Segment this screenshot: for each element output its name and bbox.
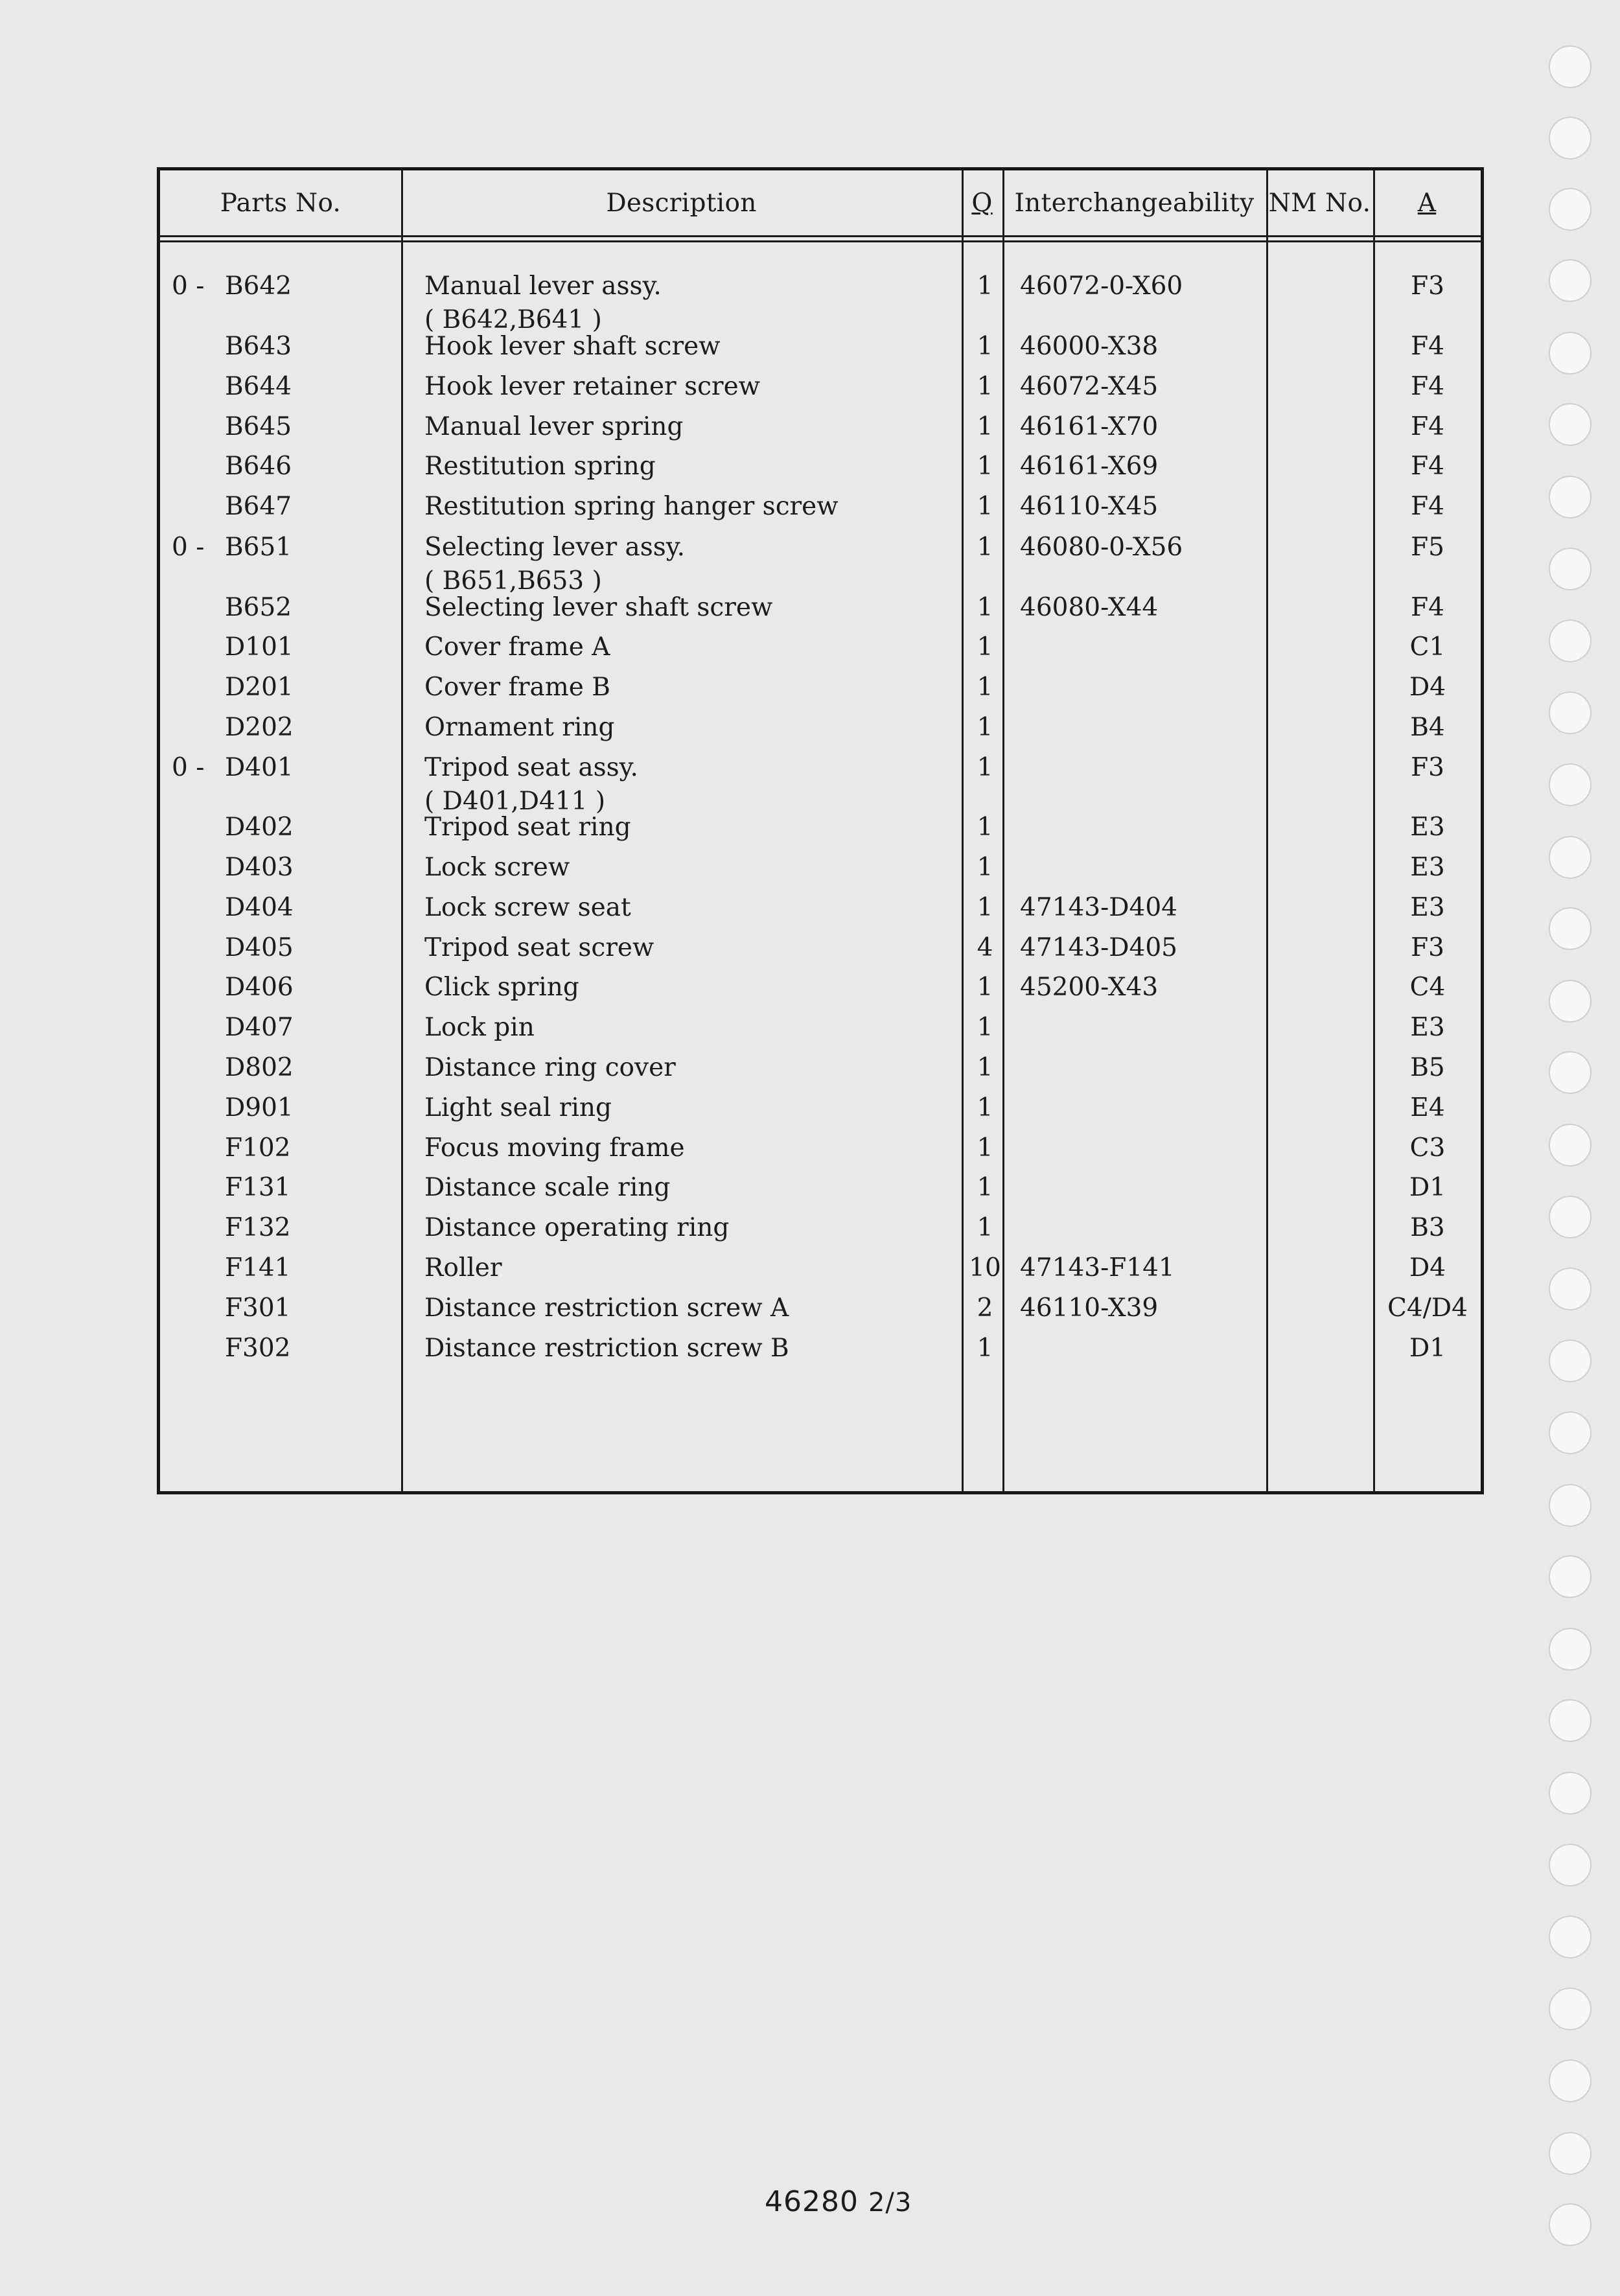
- description-cell: [424, 330, 982, 364]
- description-cell: [424, 450, 982, 483]
- quantity-cell: 1: [977, 412, 993, 441]
- description-cell: [424, 270, 982, 337]
- quantity-cell: 1: [977, 272, 993, 301]
- quantity-cell: 1: [977, 1173, 993, 1203]
- description-text: Lock pin: [424, 1013, 535, 1043]
- header-divider: [160, 235, 1481, 237]
- binder-hole: [1549, 980, 1591, 1023]
- binder-hole: [1549, 691, 1591, 734]
- quantity-cell: 1: [977, 371, 993, 401]
- parts-no-code: B644: [225, 371, 292, 401]
- binder-hole: [1549, 332, 1591, 375]
- quantity-cell: 1: [977, 452, 993, 481]
- quantity-cell: 1: [977, 492, 993, 522]
- binder-holes: [1549, 45, 1594, 2249]
- description-text: Roller: [424, 1253, 502, 1282]
- parts-no-code: F131: [225, 1173, 291, 1203]
- binder-hole: [1549, 836, 1591, 879]
- parts-no-code: D404: [225, 892, 294, 922]
- description-cell: [424, 1051, 982, 1085]
- description-subparts: ( D401,D411 ): [424, 786, 606, 816]
- a-cell: F4: [1411, 452, 1444, 481]
- a-cell: E3: [1410, 1013, 1445, 1043]
- parts-no-prefix: 0 -: [172, 272, 205, 301]
- description-cell: [424, 1131, 982, 1165]
- parts-no-code: D405: [225, 933, 294, 962]
- a-cell: C1: [1409, 632, 1446, 662]
- parts-no-code: D406: [225, 973, 294, 1003]
- parts-no-code: B642: [225, 272, 292, 301]
- parts-no-code: B647: [225, 492, 292, 522]
- parts-no-code: B646: [225, 452, 292, 481]
- description-cell: [424, 631, 982, 664]
- binder-hole: [1549, 1988, 1591, 2030]
- quantity-cell: 10: [969, 1253, 1001, 1282]
- a-cell: F4: [1411, 492, 1444, 522]
- a-cell: D1: [1409, 1173, 1446, 1203]
- description-cell: [424, 1211, 982, 1245]
- a-cell: E3: [1410, 813, 1445, 842]
- binder-hole: [1549, 2059, 1591, 2102]
- header-description: Description: [606, 188, 757, 218]
- description-text: Restitution spring: [424, 452, 656, 481]
- binder-hole: [1549, 1124, 1591, 1166]
- description-cell: [424, 1091, 982, 1125]
- description-text: Hook lever retainer screw: [424, 371, 761, 401]
- a-cell: F4: [1411, 412, 1444, 441]
- page-footer: [765, 2185, 912, 2218]
- quantity-cell: 1: [977, 813, 993, 842]
- quantity-cell: 1: [977, 892, 993, 922]
- quantity-cell: 1: [977, 532, 993, 562]
- interchangeability-cell: 47143-D405: [1020, 933, 1177, 962]
- description-cell: [424, 490, 982, 524]
- interchangeability-cell: 46000-X38: [1020, 332, 1159, 361]
- binder-hole: [1549, 259, 1591, 302]
- interchangeability-cell: 47143-D404: [1020, 892, 1177, 922]
- parts-no-code: B643: [225, 332, 292, 361]
- binder-hole: [1549, 2203, 1591, 2246]
- binder-hole: [1549, 403, 1591, 446]
- description-text: Distance restriction screw A: [424, 1293, 789, 1323]
- interchangeability-cell: 46072-X45: [1020, 371, 1159, 401]
- quantity-cell: 1: [977, 1333, 993, 1363]
- binder-hole: [1549, 476, 1591, 518]
- parts-no-code: F132: [225, 1213, 291, 1243]
- quantity-cell: 1: [977, 752, 993, 782]
- parts-no-code: F141: [225, 1253, 291, 1282]
- interchangeability-cell: 46161-X69: [1020, 452, 1159, 481]
- binder-hole: [1549, 45, 1591, 88]
- quantity-cell: 1: [977, 1053, 993, 1082]
- description-cell: [424, 410, 982, 444]
- a-cell: D4: [1409, 673, 1446, 702]
- a-cell: F4: [1411, 592, 1444, 622]
- a-cell: C3: [1409, 1133, 1446, 1163]
- interchangeability-cell: 46080-X44: [1020, 592, 1159, 622]
- quantity-cell: 1: [977, 673, 993, 702]
- a-cell: F5: [1411, 532, 1444, 562]
- description-text: Tripod seat assy.: [424, 752, 638, 782]
- parts-no-code: D901: [225, 1093, 294, 1122]
- interchangeability-cell: 45200-X43: [1020, 973, 1159, 1003]
- binder-hole: [1549, 117, 1591, 159]
- parts-no-code: D101: [225, 632, 294, 662]
- parts-no-code: F301: [225, 1293, 291, 1323]
- page-number: 2/3: [868, 2188, 912, 2218]
- description-cell: [424, 711, 982, 745]
- interchangeability-cell: 46110-X45: [1020, 492, 1159, 522]
- description-cell: [424, 1292, 982, 1325]
- a-cell: C4/D4: [1387, 1293, 1468, 1323]
- description-text: Distance operating ring: [424, 1213, 730, 1243]
- description-text: Tripod seat screw: [424, 933, 654, 962]
- quantity-cell: 1: [977, 632, 993, 662]
- binder-hole: [1549, 1484, 1591, 1527]
- quantity-cell: 1: [977, 1213, 993, 1243]
- binder-hole: [1549, 1844, 1591, 1886]
- description-text: Focus moving frame: [424, 1133, 685, 1163]
- header-parts-no: Parts No.: [220, 188, 341, 218]
- binder-hole: [1549, 1772, 1591, 1815]
- parts-table: [157, 167, 1484, 1494]
- description-text: Click spring: [424, 973, 579, 1003]
- quantity-cell: 1: [977, 592, 993, 622]
- quantity-cell: 1: [977, 973, 993, 1003]
- binder-hole: [1549, 2132, 1591, 2175]
- description-cell: [424, 1171, 982, 1205]
- description-cell: [424, 591, 982, 625]
- description-text: Ornament ring: [424, 713, 615, 742]
- parts-no-code: D403: [225, 853, 294, 882]
- quantity-cell: 1: [977, 1093, 993, 1122]
- parts-no-code: D407: [225, 1013, 294, 1043]
- description-text: Selecting lever shaft screw: [424, 592, 773, 622]
- description-text: Light seal ring: [424, 1093, 612, 1122]
- quantity-cell: 1: [977, 1013, 993, 1043]
- parts-no-prefix: 0 -: [172, 752, 205, 782]
- a-cell: B3: [1410, 1213, 1445, 1243]
- description-text: Lock screw: [424, 853, 570, 882]
- header-q: Q: [971, 188, 993, 218]
- binder-hole: [1549, 1411, 1591, 1454]
- header-interchangeability: Interchangeability: [1014, 188, 1255, 218]
- description-subparts: ( B651,B653 ): [424, 566, 602, 596]
- interchangeability-cell: 46110-X39: [1020, 1293, 1159, 1323]
- a-cell: E3: [1410, 892, 1445, 922]
- description-text: Distance ring cover: [424, 1053, 676, 1082]
- a-cell: C4: [1409, 973, 1446, 1003]
- description-cell: [424, 531, 982, 598]
- quantity-cell: 1: [977, 713, 993, 742]
- header-a: A: [1417, 188, 1437, 218]
- binder-hole: [1549, 1628, 1591, 1671]
- binder-hole: [1549, 1555, 1591, 1598]
- binder-hole: [1549, 1268, 1591, 1310]
- description-cell: [424, 931, 982, 965]
- parts-no-code: F302: [225, 1333, 291, 1363]
- binder-hole: [1549, 1051, 1591, 1094]
- parts-no-code: B645: [225, 412, 292, 441]
- a-cell: F4: [1411, 371, 1444, 401]
- binder-hole: [1549, 907, 1591, 950]
- quantity-cell: 1: [977, 853, 993, 882]
- interchangeability-cell: 47143-F141: [1020, 1253, 1175, 1282]
- a-cell: E4: [1410, 1093, 1445, 1122]
- description-text: Cover frame A: [424, 632, 610, 662]
- binder-hole: [1549, 188, 1591, 231]
- parts-no-code: D201: [225, 673, 294, 702]
- binder-hole: [1549, 620, 1591, 662]
- description-text: Manual lever spring: [424, 412, 684, 441]
- interchangeability-cell: 46080-0-X56: [1020, 532, 1183, 562]
- description-cell: [424, 751, 982, 818]
- description-cell: [424, 1251, 982, 1285]
- binder-hole: [1549, 1339, 1591, 1382]
- a-cell: F3: [1411, 272, 1444, 301]
- binder-hole: [1549, 1916, 1591, 1958]
- a-cell: B4: [1410, 713, 1445, 742]
- quantity-cell: 4: [977, 933, 993, 962]
- description-cell: [424, 971, 982, 1004]
- description-cell: [424, 1332, 982, 1365]
- description-cell: [424, 851, 982, 885]
- parts-no-code: D402: [225, 813, 294, 842]
- header-divider: [160, 240, 1481, 242]
- description-cell: [424, 1011, 982, 1045]
- header-nm-no: NM No.: [1268, 188, 1371, 218]
- description-text: Selecting lever assy.: [424, 532, 686, 562]
- description-cell: [424, 811, 982, 844]
- binder-hole: [1549, 1196, 1591, 1238]
- description-cell: [424, 671, 982, 704]
- product-number: 46280: [765, 2185, 859, 2218]
- parts-no-code: B651: [225, 532, 292, 562]
- quantity-cell: 1: [977, 1133, 993, 1163]
- a-cell: E3: [1410, 853, 1445, 882]
- description-cell: [424, 891, 982, 925]
- binder-hole: [1549, 763, 1591, 806]
- description-text: Distance restriction screw B: [424, 1333, 789, 1363]
- quantity-cell: 2: [977, 1293, 993, 1323]
- parts-no-code: F102: [225, 1133, 291, 1163]
- parts-no-code: D802: [225, 1053, 294, 1082]
- a-cell: F3: [1411, 933, 1444, 962]
- description-text: Distance scale ring: [424, 1173, 671, 1203]
- description-text: Tripod seat ring: [424, 813, 631, 842]
- parts-no-prefix: 0 -: [172, 532, 205, 562]
- description-subparts: ( B642,B641 ): [424, 305, 602, 334]
- column-divider: [401, 170, 403, 1491]
- description-text: Lock screw seat: [424, 892, 631, 922]
- description-cell: [424, 370, 982, 404]
- parts-no-code: B652: [225, 592, 292, 622]
- a-cell: D1: [1409, 1333, 1446, 1363]
- parts-no-code: D202: [225, 713, 294, 742]
- description-text: Cover frame B: [424, 673, 610, 702]
- description-text: Manual lever assy.: [424, 272, 662, 301]
- a-cell: B5: [1410, 1053, 1445, 1082]
- description-text: Hook lever shaft screw: [424, 332, 721, 361]
- a-cell: D4: [1409, 1253, 1446, 1282]
- quantity-cell: 1: [977, 332, 993, 361]
- parts-no-code: D401: [225, 752, 294, 782]
- binder-hole: [1549, 548, 1591, 590]
- interchangeability-cell: 46161-X70: [1020, 412, 1159, 441]
- interchangeability-cell: 46072-0-X60: [1020, 272, 1183, 301]
- description-text: Restitution spring hanger screw: [424, 492, 839, 522]
- a-cell: F3: [1411, 752, 1444, 782]
- binder-hole: [1549, 1699, 1591, 1742]
- a-cell: F4: [1411, 332, 1444, 361]
